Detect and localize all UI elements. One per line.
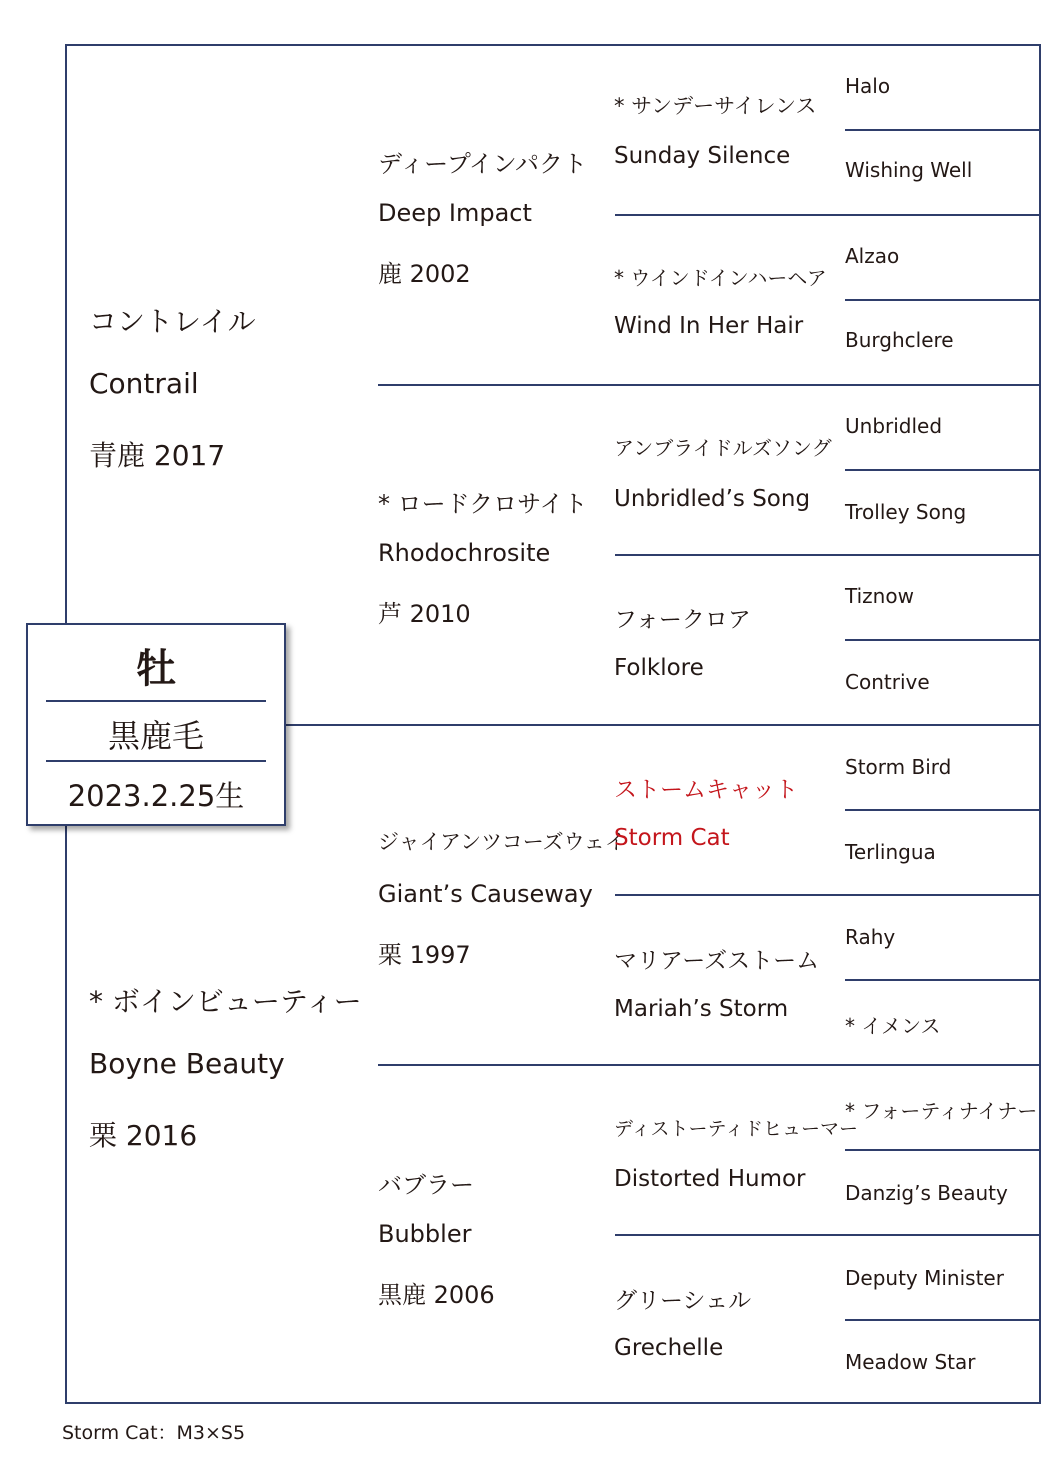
divider <box>378 1064 1041 1066</box>
gen2-info: 栗 1997 <box>378 941 471 969</box>
gen4-name: * イメンス <box>845 1014 941 1038</box>
gen4-name: Storm Bird <box>845 755 952 779</box>
gen2-info: 芦 2010 <box>378 600 471 628</box>
sire-name-jp: コントレイル <box>89 305 256 338</box>
foal-color: 黒鹿毛 <box>107 717 204 755</box>
gen4-name: Unbridled <box>845 414 943 438</box>
divider <box>845 469 1041 471</box>
gen3-name-en: Mariah’s Storm <box>614 996 789 1022</box>
divider <box>46 760 266 762</box>
gen2-name-jp: ジャイアンツコーズウェイ <box>378 830 626 854</box>
divider <box>845 809 1041 811</box>
divider <box>615 1234 1041 1236</box>
gen3-name-jp-highlight: ストームキャット <box>614 777 798 803</box>
gen2-name-en: Bubbler <box>378 1220 472 1248</box>
divider <box>378 384 1041 386</box>
gen4-name: Trolley Song <box>845 500 967 524</box>
gen2-name-jp: バブラー <box>378 1171 474 1199</box>
divider <box>845 1149 1041 1151</box>
divider <box>845 1319 1041 1321</box>
sire-name-en: Contrail <box>89 367 199 400</box>
inbreeding-note: Storm Cat：M3×S5 <box>62 1422 246 1444</box>
gen2-info: 黒鹿 2006 <box>378 1281 495 1309</box>
divider <box>615 894 1041 896</box>
foal-birth: 2023.2.25生 <box>67 779 245 813</box>
gen2-name-jp: * ロードクロサイト <box>378 490 588 518</box>
gen4-name: Rahy <box>845 925 896 949</box>
dam-name-jp: * ボインビューティー <box>89 985 362 1018</box>
divider <box>46 700 266 702</box>
gen3-name-jp: * サンデーサイレンス <box>614 94 817 118</box>
gen4-name: Burghclere <box>845 328 954 352</box>
gen3-name-en: Unbridled’s Song <box>614 486 811 512</box>
dam-name-en: Boyne Beauty <box>89 1047 285 1080</box>
gen2-info: 鹿 2002 <box>378 260 471 288</box>
gen3-name-jp: グリーシェル <box>614 1288 752 1314</box>
foal-sex: 牡 <box>136 646 176 692</box>
gen2-name-jp: ディープインパクト <box>378 150 588 178</box>
gen4-name: Meadow Star <box>845 1350 976 1374</box>
divider <box>845 299 1041 301</box>
divider <box>845 129 1041 131</box>
foal-info-box <box>26 623 286 826</box>
divider <box>615 214 1041 216</box>
gen4-name: Contrive <box>845 670 930 694</box>
gen3-name-jp: フォークロア <box>614 607 751 633</box>
gen2-name-en: Rhodochrosite <box>378 539 551 567</box>
divider <box>845 639 1041 641</box>
gen4-name: Terlingua <box>845 840 936 864</box>
dam-info: 栗 2016 <box>89 1119 198 1152</box>
divider <box>845 979 1041 981</box>
gen3-name-en: Distorted Humor <box>614 1166 806 1192</box>
gen2-name-en: Deep Impact <box>378 199 532 227</box>
sire-info: 青鹿 2017 <box>89 439 226 472</box>
gen2-name-en: Giant’s Causeway <box>378 880 593 908</box>
gen4-name: * フォーティナイナー <box>845 1099 1038 1123</box>
gen4-name: Halo <box>845 74 891 98</box>
gen3-name-jp: * ウインドインハーヘア <box>614 266 827 290</box>
gen4-name: Tiznow <box>845 584 914 608</box>
gen4-name: Danzig’s Beauty <box>845 1181 1008 1205</box>
gen3-name-jp: マリアーズストーム <box>614 948 820 974</box>
gen3-name-en-highlight: Storm Cat <box>614 825 730 851</box>
gen3-name-en: Folklore <box>614 655 704 681</box>
gen4-name: Alzao <box>845 244 900 268</box>
gen3-name-en: Grechelle <box>614 1335 724 1361</box>
gen4-name: Wishing Well <box>845 158 973 182</box>
gen3-name-jp: ディストーティドヒューマー <box>614 1118 858 1140</box>
gen3-name-jp: アンブライドルズソング <box>614 436 832 460</box>
gen3-name-en: Wind In Her Hair <box>614 313 804 339</box>
gen4-name: Deputy Minister <box>845 1266 1004 1290</box>
gen3-name-en: Sunday Silence <box>614 143 791 169</box>
divider <box>286 724 1041 726</box>
divider <box>615 554 1041 556</box>
